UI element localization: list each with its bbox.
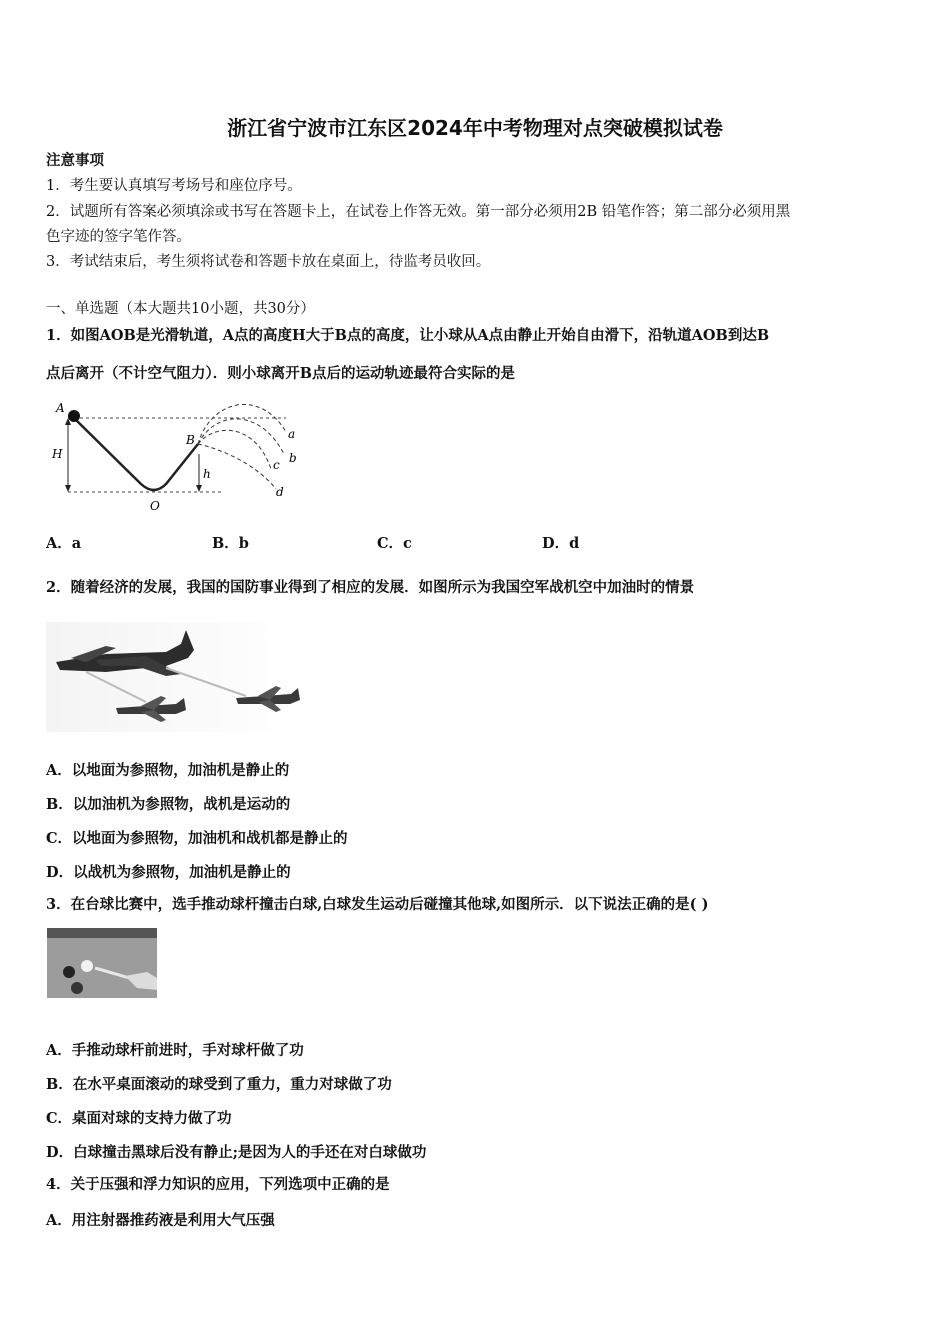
q4-stem: 4．关于压强和浮力知识的应用，下列选项中正确的是: [46, 1176, 390, 1193]
q3-stem: 3．在台球比赛中，选手推动球杆撞击白球,白球发生运动后碰撞其他球,如图所示．以下说法正确的是( ): [46, 896, 709, 913]
label-B: B: [186, 433, 195, 447]
label-b: b: [289, 451, 297, 465]
notice-item: 1．考生要认真填写考场号和座位序号。: [46, 178, 302, 194]
q3-option-a[interactable]: A．手推动球杆前进时，手对球杆做了功: [46, 1042, 304, 1059]
label-a: a: [288, 427, 296, 441]
q2-stem: 2．随着经济的发展，我国的国防事业得到了相应的发展．如图所示为我国空军战机空中加油时的情景: [46, 579, 695, 596]
label-h: h: [203, 467, 211, 481]
refueling-image: [46, 622, 306, 732]
billiards-image: [47, 928, 157, 998]
label-H: H: [52, 447, 63, 461]
notice-item: 3．考试结束后，考生须将试卷和答题卡放在桌面上，待监考员收回。: [46, 254, 491, 270]
q1-option-b[interactable]: B．b: [212, 535, 249, 552]
q1-option-a[interactable]: A．a: [46, 535, 82, 552]
q1-stem-line1: 1．如图AOB是光滑轨道，A点的高度H大于B点的高度，让小球从A点由静止开始自由滑下，沿轨道AOB到达B: [46, 327, 770, 344]
label-d: d: [276, 485, 284, 499]
label-O: O: [150, 499, 160, 513]
q2-option-d[interactable]: D．以战机为参照物，加油机是静止的: [46, 864, 291, 881]
q1-option-c[interactable]: C．c: [377, 535, 412, 552]
q3-option-d[interactable]: D．白球撞击黑球后没有静止;是因为人的手还在对白球做功: [46, 1144, 427, 1161]
q3-option-b[interactable]: B．在水平桌面滚动的球受到了重力，重力对球做了功: [46, 1076, 392, 1093]
section-heading: 一、单选题（本大题共10小题，共30分）: [46, 301, 315, 317]
notice-item: 色字迹的签字笔作答。: [46, 229, 191, 245]
q1-option-d[interactable]: D．d: [542, 535, 580, 552]
q2-option-b[interactable]: B．以加油机为参照物，战机是运动的: [46, 796, 291, 813]
label-c: c: [273, 458, 280, 472]
page-title: 浙江省宁波市江东区2024年中考物理对点突破模拟试卷: [227, 116, 723, 140]
q1-stem-line2: 点后离开（不计空气阻力）．则小球离开B点后的运动轨迹最符合实际的是: [46, 365, 516, 382]
label-A: A: [56, 401, 65, 415]
q1-track-figure: [46, 394, 306, 516]
notice-item: 2．试题所有答案必须填涂或书写在答题卡上，在试卷上作答无效。第一部分必须用2B 铅笔作答；第二部分必须用黑: [46, 204, 791, 220]
notice-heading: 注意事项: [46, 152, 104, 169]
q2-option-a[interactable]: A．以地面为参照物，加油机是静止的: [46, 762, 290, 779]
q3-option-c[interactable]: C．桌面对球的支持力做了功: [46, 1110, 232, 1127]
q4-option-a[interactable]: A．用注射器推药液是利用大气压强: [46, 1212, 275, 1229]
ball: [68, 410, 80, 422]
q2-option-c[interactable]: C．以地面为参照物，加油机和战机都是静止的: [46, 830, 348, 847]
